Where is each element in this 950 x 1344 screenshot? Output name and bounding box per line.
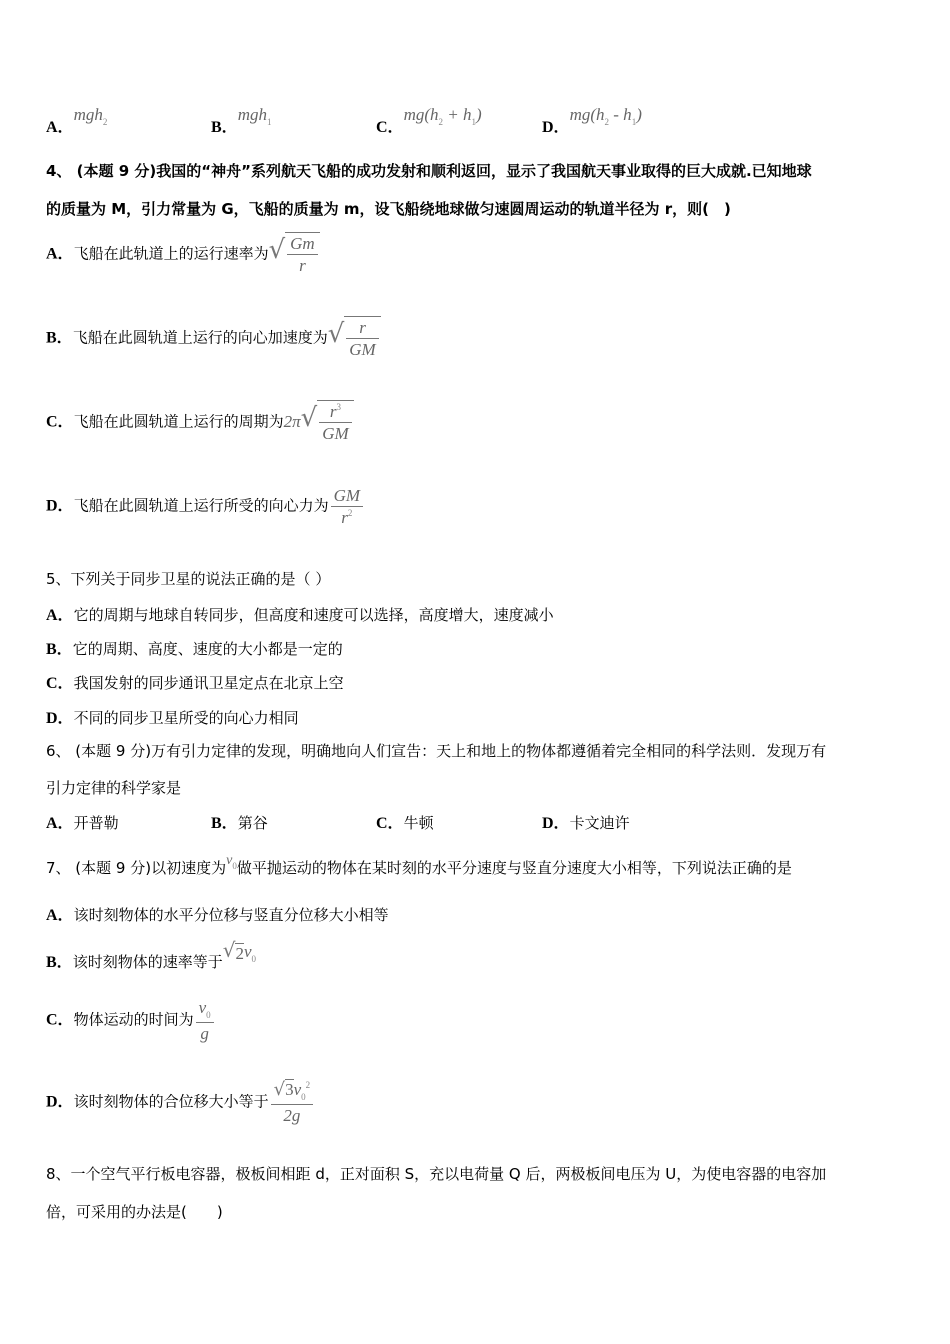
q3-option-b [211,102,272,136]
option-label: A． [46,815,74,832]
option-label: D． [542,815,570,832]
q5-option-b [46,636,343,659]
q6-option-c [376,810,434,833]
q5-stem: 5、下列关于同步卫星的说法正确的是（ ） [46,570,331,588]
option-text: 第谷 [237,814,268,832]
sqrt-formula: √ $\frac{r^3}{GM}$ [301,400,354,444]
q7-option-b [46,938,256,971]
formula: $v_0$ [226,853,237,871]
q3-option-c [376,102,482,136]
q8-stem-line-1: 8、一个空气平行板电容器，极板间相距 d，正对面积 S，充以电荷量 Q 后，两极板间电压为 U，为使电容器的电容加 [46,1165,827,1183]
option-label: C． [376,119,404,136]
q6-stem-line-2: 引力定律的科学家是 [46,779,182,797]
q8-stem-line-2: 倍，可采用的办法是( ) [46,1203,223,1221]
option-text: 牛顿 [403,814,434,832]
option-text: 物体运动的时间为 [73,1010,194,1029]
option-label: D． [542,119,570,136]
option-text: 该时刻物体的速率等于 [72,953,223,971]
option-label: B． [46,641,73,658]
option-label: D． [46,1093,74,1111]
option-label: C． [46,1011,74,1029]
fraction-formula: $\frac{GM}{r^2}$ [329,495,365,514]
option-text: 该时刻物体的水平分位移与竖直分位移大小相等 [73,906,389,924]
q4-stem-line-2: 的质量为 M，引力常量为 G，飞船的质量为 m，设飞船绕地球做匀速圆周运动的轨道半径为 r，则( ) [46,200,731,218]
option-text: 该时刻物体的合位移大小等于 [73,1092,269,1111]
q3-option-a [46,102,108,136]
q6-option-d [542,810,630,833]
q5-option-c [46,670,344,693]
option-label: C． [46,413,74,431]
option-label: C． [46,675,74,692]
option-text: 飞船在此圆轨道上运行的周期为 [73,412,284,431]
option-label: B． [46,954,73,971]
formula: mgh$_2$ [73,105,108,127]
formula-prefix: 2π [283,412,301,431]
option-text: 我国发射的同步通讯卫星定点在北京上空 [73,674,344,692]
fraction-formula: $\frac{√3v_0^2}{2g}$ [269,1091,316,1110]
option-label: D． [46,497,74,515]
stem-text: 7、 (本题 9 分)以初速度为 [46,859,227,877]
option-text: 不同的同步卫星所受的向心力相同 [73,709,299,727]
stem-text: 做平抛运动的物体在某时刻的水平分速度与竖直分速度大小相等，下列说法正确的是 [236,859,792,877]
q4-option-d [46,485,365,528]
sqrt-formula: √ $\frac{r}{GM}$ [328,316,381,360]
q4-option-a [46,232,320,276]
q4-stem-line-1: 4、 (本题 9 分)我国的“神舟”系列航天飞船的成功发射和顺利返回，显示了我国航天事业取得的巨大成就.已知地球 [46,162,812,180]
option-label: A． [46,245,74,263]
option-text: 飞船在此轨道上的运行速率为 [73,244,269,263]
formula: mgh$_1$ [237,105,272,127]
option-text: 开普勒 [73,814,119,832]
q4-option-c [46,400,354,444]
q7-option-c [46,997,216,1044]
option-text: 飞船在此圆轨道上运行的向心加速度为 [72,328,328,347]
q6-option-a [46,810,119,833]
option-label: C． [376,815,404,832]
q6-option-b [211,810,268,833]
option-label: B． [46,329,73,347]
option-text: 飞船在此圆轨道上运行所受的向心力为 [73,496,329,515]
option-label: A． [46,119,74,136]
q6-stem-line-1: 6、 (本题 9 分)万有引力定律的发现，明确地向人们宣告：天上和地上的物体都遵循着完全相同的科学法则．发现万有 [46,742,827,760]
option-label: B． [211,119,238,136]
option-text: 它的周期、高度、速度的大小都是一定的 [72,640,343,658]
formula: $mg(h_2 + h_1)$ [403,105,482,127]
formula: $√2v_0$ [222,938,256,964]
option-text: 它的周期与地球自转同步，但高度和速度可以选择，高度增大，速度减小 [73,606,554,624]
q5-option-d [46,705,299,728]
q7-option-a [46,902,389,925]
option-label: D． [46,710,74,727]
q3-option-d [542,102,642,136]
q7-option-d [46,1079,315,1126]
option-text: 卡文迪许 [569,814,630,832]
q4-option-b [46,316,381,360]
option-label: A． [46,607,74,624]
fraction-formula: $\frac{v_0}{g}$ [194,1009,216,1028]
q5-option-a [46,602,554,625]
formula: $mg(h_2 - h_1)$ [569,105,642,127]
option-label: B． [211,815,238,832]
option-label: A． [46,907,74,924]
q7-stem [46,848,792,877]
sqrt-formula: √ $\frac{Gm}{r}$ [269,232,320,276]
